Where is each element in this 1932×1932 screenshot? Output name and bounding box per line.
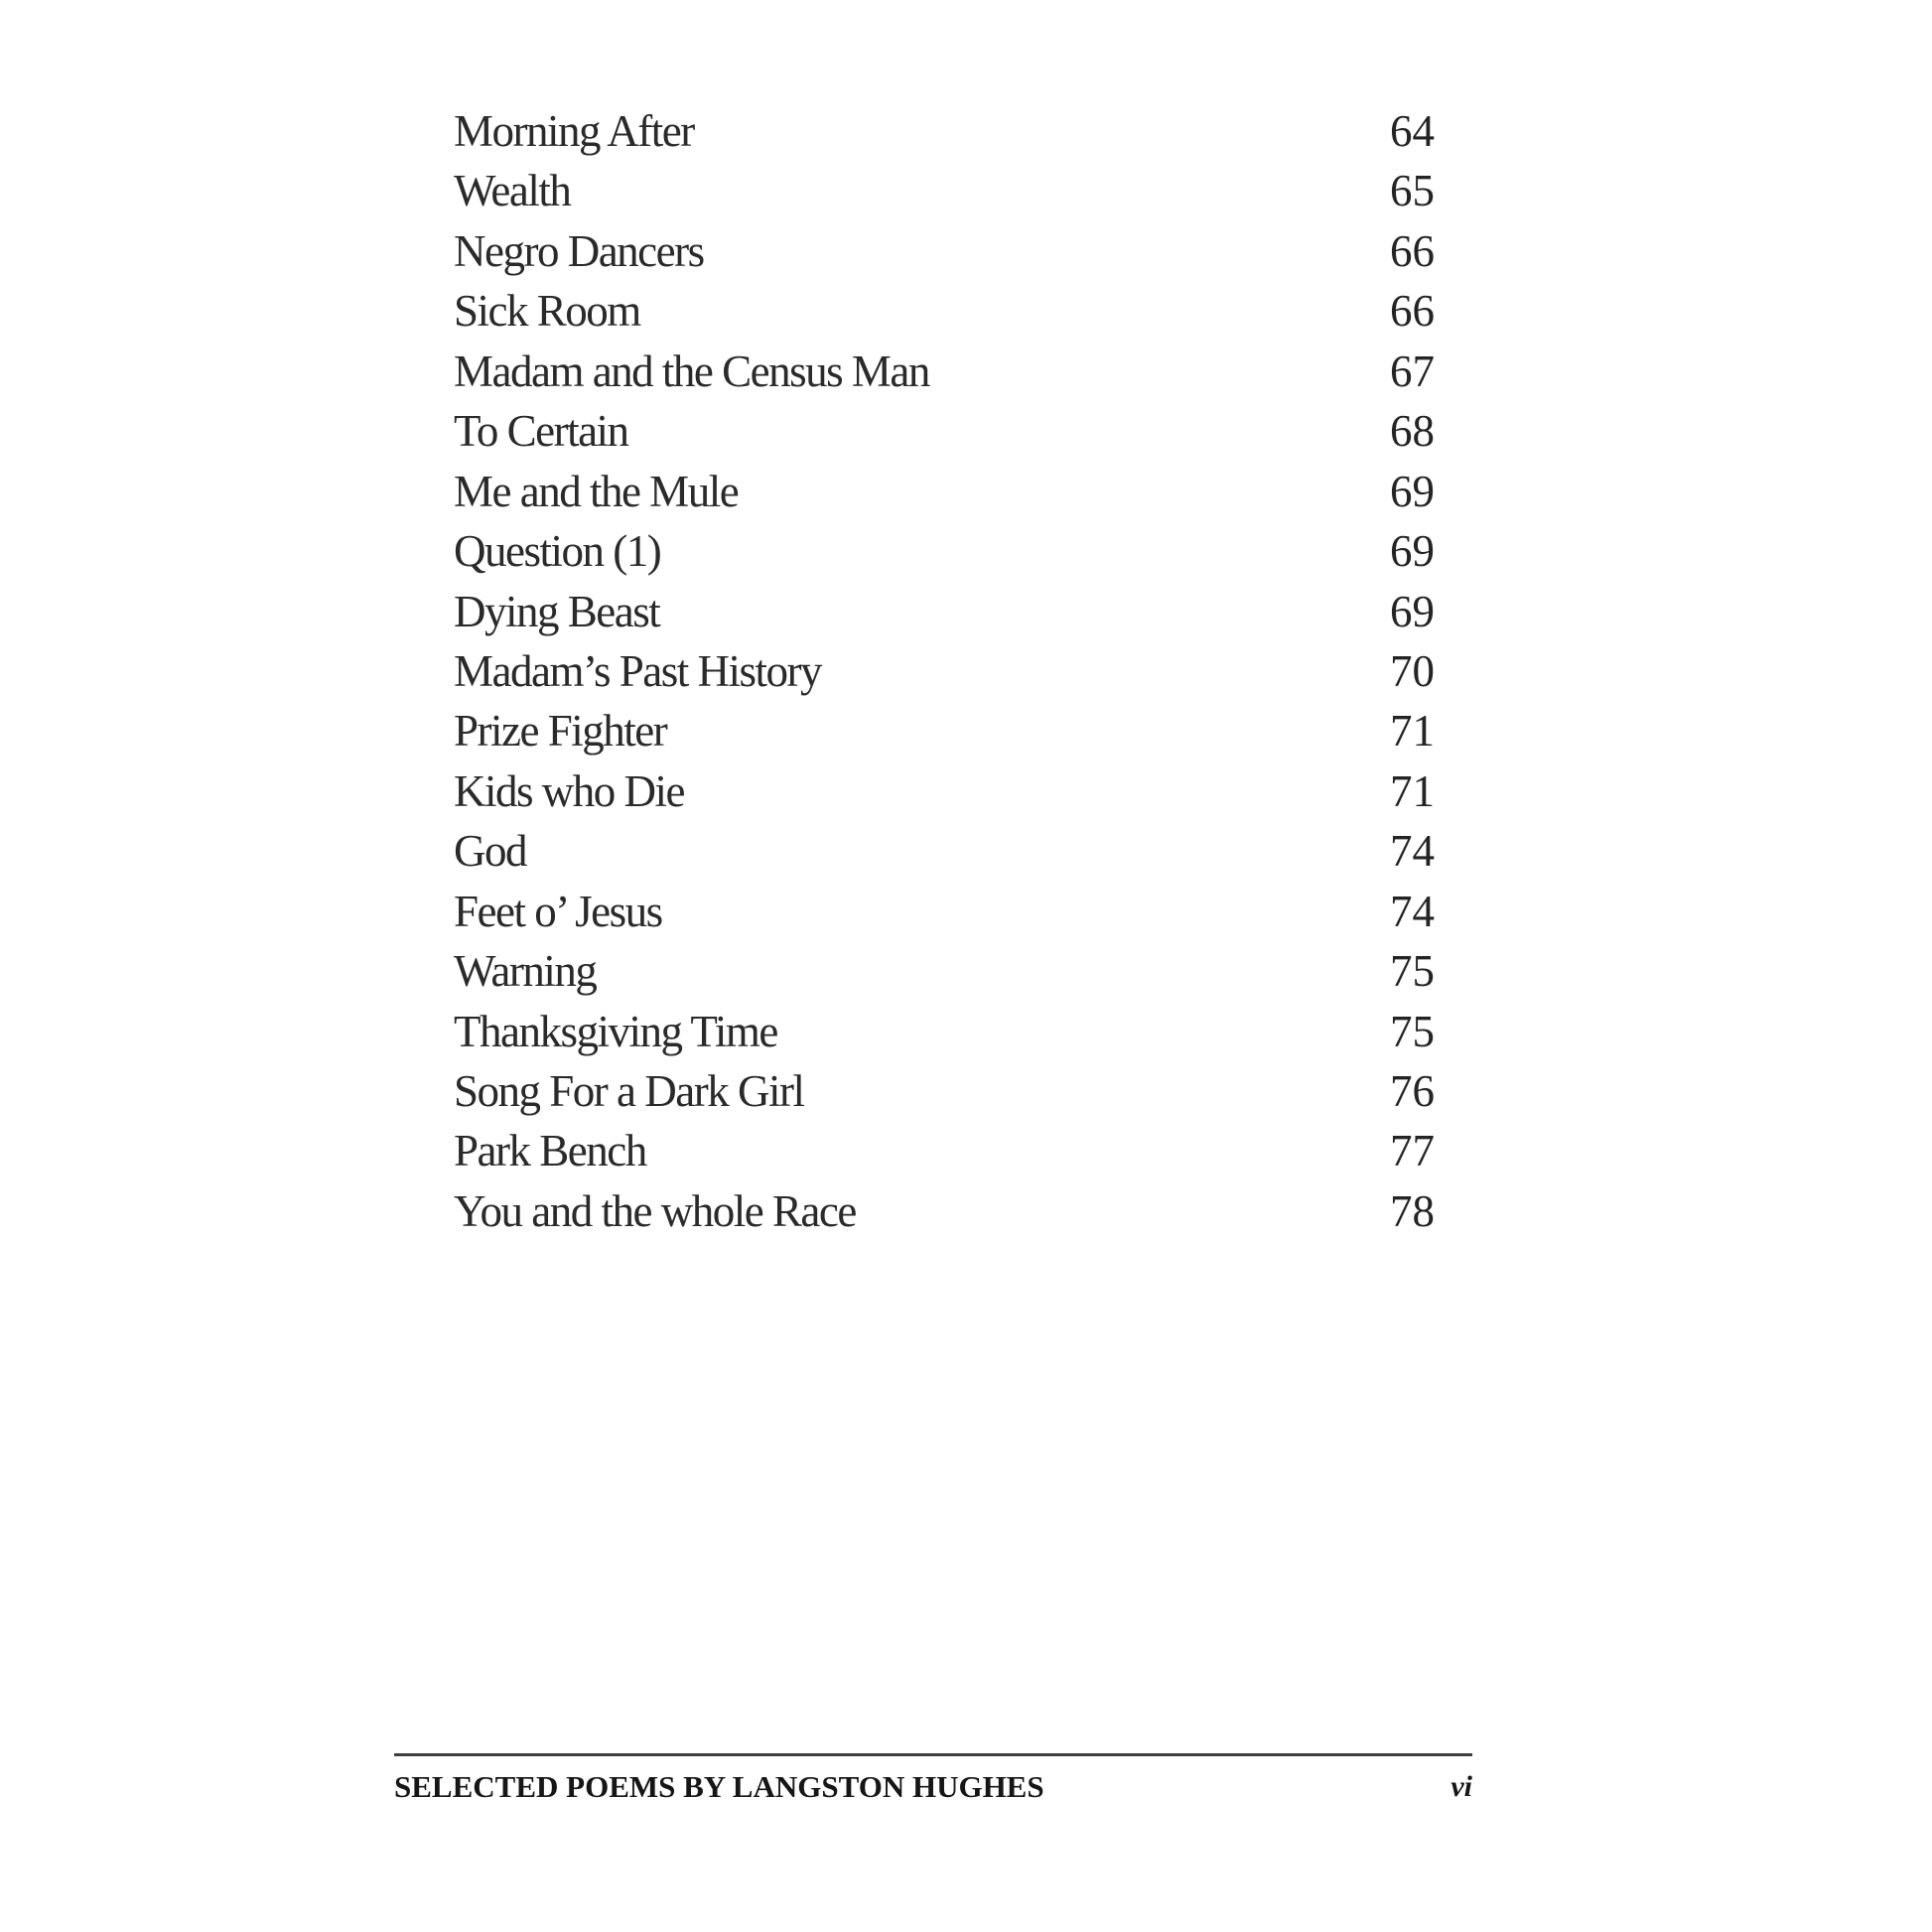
toc-entry-page: 68 [1390, 406, 1435, 457]
toc-entry-page: 78 [1390, 1185, 1435, 1236]
toc-row [454, 882, 1435, 941]
toc-row [454, 641, 1435, 701]
toc-entry-page: 75 [1390, 946, 1435, 997]
toc-entry-page: 69 [1390, 586, 1435, 636]
toc-entry-page: 67 [1390, 345, 1435, 396]
toc-row [454, 281, 1435, 341]
toc-entry-title: Negro Dancers [454, 225, 704, 276]
toc-entry-page: 76 [1390, 1066, 1435, 1116]
toc-entry-page: 69 [1390, 466, 1435, 516]
toc-entry-page: 66 [1390, 225, 1435, 276]
toc-row [454, 221, 1435, 281]
toc-row [454, 462, 1435, 521]
toc-entry-page: 66 [1390, 286, 1435, 337]
toc-entry-title: Park Bench [454, 1126, 646, 1176]
toc-entry-page: 64 [1390, 106, 1435, 156]
toc-entry-title: Morning After [454, 106, 694, 156]
footer-divider [394, 1753, 1472, 1756]
toc-entry-title: Warning [454, 946, 597, 997]
toc-entry-page: 70 [1390, 645, 1435, 696]
toc-row [454, 342, 1435, 401]
toc-entry-page: 69 [1390, 526, 1435, 577]
toc-row [454, 1121, 1435, 1180]
toc-row [454, 1002, 1435, 1061]
toc-entry-title: You and the whole Race [454, 1185, 856, 1236]
footer-page-number: vi [1450, 1770, 1472, 1803]
toc-entry-title: Thanksgiving Time [454, 1006, 777, 1056]
toc-entry-title: Dying Beast [454, 586, 660, 636]
toc-row [454, 161, 1435, 220]
toc-row [454, 821, 1435, 881]
toc-entry-page: 74 [1390, 886, 1435, 936]
toc-list [454, 101, 1435, 1241]
toc-entry-title: Sick Room [454, 286, 640, 337]
toc-entry-page: 74 [1390, 826, 1435, 877]
toc-entry-title: Song For a Dark Girl [454, 1066, 804, 1116]
toc-entry-title: Me and the Mule [454, 466, 739, 516]
toc-entry-title: Prize Fighter [454, 706, 667, 757]
toc-row [454, 941, 1435, 1001]
toc-entry-page: 65 [1390, 166, 1435, 216]
toc-row [454, 1181, 1435, 1241]
toc-row [454, 1061, 1435, 1121]
toc-entry-title: God [454, 826, 526, 877]
toc-row [454, 401, 1435, 461]
toc-entry-page: 75 [1390, 1006, 1435, 1056]
toc-entry-title: Wealth [454, 166, 571, 216]
toc-entry-title: Kids who Die [454, 765, 684, 816]
footer-book-title: SELECTED POEMS BY LANGSTON HUGHES [394, 1769, 1044, 1804]
toc-entry-title: Question (1) [454, 526, 661, 577]
toc-entry-title: Madam’s Past History [454, 645, 821, 696]
toc-row [454, 582, 1435, 641]
toc-entry-title: To Certain [454, 406, 628, 457]
toc-entry-page: 71 [1390, 706, 1435, 757]
toc-entry-title: Madam and the Census Man [454, 345, 929, 396]
toc-row [454, 761, 1435, 821]
toc-row [454, 101, 1435, 161]
toc-entry-title: Feet o’ Jesus [454, 886, 662, 936]
toc-row [454, 521, 1435, 581]
toc-entry-page: 77 [1390, 1126, 1435, 1176]
toc-row [454, 701, 1435, 760]
toc-entry-page: 71 [1390, 765, 1435, 816]
